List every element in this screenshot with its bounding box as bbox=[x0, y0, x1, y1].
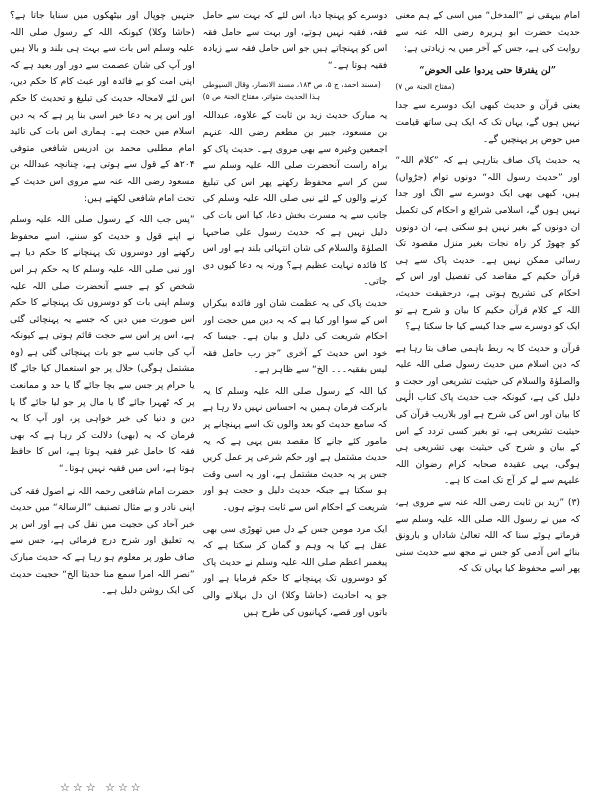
text-column-middle bbox=[203, 8, 388, 784]
arabic-quote: ”لن یفترقا حتی یردوا علی الحوض“ bbox=[419, 64, 557, 76]
text-column-right bbox=[395, 8, 580, 784]
text-column-left bbox=[10, 8, 195, 784]
paragraph: یعنی قرآن و حدیث کبھی ایک دوسرے سے جدا نہیں ہوں گے، یہاں تک کہ ایک ہی ساتھ قیامت میں حوض پر پہنچیں گے۔ bbox=[395, 100, 580, 145]
paragraph: یہ حدیث پاک صاف بتارہی ہے کہ ”کلام اللہ“ اور ”حدیث رسول اللہ“ دونوں توام (جڑواں) ہیں، کبھی بھی ایک دوسرے سے الگ اور جدا نہیں ہوں گے، اسلامی شرائع و احکام کی تکمیل ان دونوں کے بغیر نہیں ہو سکتی ہے، ان دونوں کو چھوڑ کر راہ نجات بغیر منزل مقصود تک رسائی ممکن نہیں ہے۔ حدیث پاک سے ہی قرآن حکیم کے مقاصد کی تفصیل اور اس کے احکام کی تشریح ہوتی ہے، درحقیقت حدیث، اللہ کے کلام قرآن حکیم کا بیان و شرح ہے تو ایک کو دوسرے سے جدا کیسے کیا جا سکتا ہے؟ bbox=[395, 155, 580, 333]
paragraph: حضرت امام شافعی رحمہ اللہ نے اصول فقہ کی اپنی نادر و بے مثال تصنیف ”الرسالۃ“ میں حدیث خبر آحاد کی حجیت میں نقل کی ہے اور اس پر یہ تعلیق اور شرح درج فرمائی ہے، جس سے صاف طور پر معلوم ہو رہا ہے کہ حدیث مبارک ”نصر اللہ امرا سمع منا حدیثا الخ“ حجیت حدیث کی ایک روشن دلیل ہے۔ bbox=[9, 485, 195, 597]
paragraph: حدیث پاک کی یہ عظمت شان اور فائدہ بیکراں اس کے سوا اور کیا ہے کہ یہ دین میں حجت اور احکام شریعت کی دلیل و بیان ہے۔ جیسا کہ خود اس حدیث کے آخری ”جز رب حامل فقہ لیس بفقیہ۔۔۔ الخ“ سے ظاہر ہے۔ bbox=[202, 297, 388, 376]
paragraph: امام بیہقی نے ”المدخل“ میں اسی کے ہم معنی حدیث حضرت ابو ہریرہ رضی اللہ عنہ سے روایت کی ہے، جس کے آخر میں یہ زیادتی ہے: bbox=[395, 10, 580, 55]
paragraph: جنہیں چوپال اور بیٹھکوں میں سنایا جاتا ہے؟ (حاشا وکلا) کیونکہ اللہ کے رسول صلی اللہ علیہ وسلم اس بات سے بہت ہی بلند و بالا ہیں اور آپ کی شان عصمت سے دور اور بعید ہے کہ اپنی امت کو بے فائدہ اور عبث کام کا حکم دیں، اس لئے لامحالہ حدیث کی تبلیغ و تحدیث کا حکم اور اس پر یہ دعا خیر اسی بنا پر ہے کہ یہ دین اسلام میں حجت ہے۔ ہماری اس بات کی تائید امام مطلبی محمد بن ادریس شافعی متوفی ۲۰۴ھ کے قول سے ہوتی ہے، چنانچہ عبداللہ بن مسعود رضی اللہ عنہ سے مروی اس حدیث کے تحت امام شافعی لکھتے ہیں: bbox=[9, 10, 195, 204]
paragraph: دوسرے کو پہنچا دیا، اس لئے کہ بہت سے حامل فقہ، فقیہ نہیں ہوتے، اور بہت سے حامل فقہ اس کو پہنچاتے ہیں جو اس حامل فقہ سے زیادہ فقیہ ہوتا ہے۔“ bbox=[202, 10, 388, 71]
paragraph: (۳) ”زید بن ثابت رضی اللہ عنہ سے مروی ہے، کہ میں نے رسول اللہ صلی اللہ علیہ وسلم سے فرماتے ہوئے سنا کہ اللہ تعالیٰ شاداں و بارونق بنائے اس آدمی کو جس نے مجھ سے حدیث سنی پھر اسے محفوظ کیا یہاں تک کہ bbox=[395, 497, 580, 575]
source-reference: (مفتاح الجنۃ ص ۷) bbox=[395, 82, 455, 92]
paragraph: قرآن و حدیث کا یہ ربط باہمی صاف بتا رہا ہے کہ دین اسلام میں حدیث رسول صلی اللہ علیہ والصلوٰۃ والسلام کی حیثیت تشریعی اور حجت و دلیل کی ہے، کیونکہ جب حدیث پاک کتاب الٰہی کا بیان اور اس کی شرح ہے اور بلاریب قرآن کی حیثیت تشریعی ہے، تو بغیر کسی تردد کے اس کے بیان و شرح کی حیثیت بھی تشریعی ہی ہوگی، یہی عقیدہ صحابہ کرام رضوان اللہ علیہم سے لے کر آج تک امت کا ہے۔ bbox=[395, 342, 580, 487]
quoted-passage: ”پس جب اللہ کے رسول صلی اللہ علیہ وسلم نے اپنے قول و حدیث کو سننے، اسے محفوظ رکھنے اور دوسروں تک پہنچانے کا حکم دیا ہے اور نبی صلی اللہ علیہ وسلم کا یہ حکم ہر اس شخص کو ہے جسے آنحضرت صلی اللہ علیہ وسلم اپنی بات کو دوسروں تک پہنچانے کا حکم اس صورت میں دیں کہ جسے یہ پہنچائی گئی ہے، اس پر اس سے حجت قائم ہوتی ہے کیونکہ آپ کی جانب سے جو بات پہنچائی گئی ہے (وہ مشتمل ہوگی) حلال پر جو استعمال کیا جائے گا یا حرام پر جس سے بچا جائے گا یا حد و ممانعت پر کہ ٹھہرا جائے گا یا مال پر جو لیا جائے گا یا دین و دنیا کی خیر خواہی پر، اور آپ کا یہ فرمان کہ یہ (بھی) دلالت کر رہا ہے کہ بھی فقہ کا حامل غیر فقیہ ہوتا ہے، اس کا حافظ ہوتا ہے، اس میں فقیہ نہیں ہوتا۔“ bbox=[9, 214, 195, 475]
footer-ornament: ☆☆☆ ☆☆☆ bbox=[60, 781, 144, 794]
source-reference: (مسند احمد، ج ۵، ص ۱۸۳، مسند الانصار، وقال السیوطی ہذا الحدیث متواتر، مفتاح الجنۃ ص ۵) bbox=[202, 80, 381, 102]
paragraph: کیا اللہ کے رسول صلی اللہ علیہ وسلم کا یہ بابرکت فرمان ہمیں یہ احساس نہیں دلا رہا ہے کہ سامع حدیث کو بعد والوں تک اسے پہنچانے پر مامور کئے جانے کا مقصد بس یہی ہے کہ یہ حدیث مشتمل ہے اور حکم شرعی پر عمل کریں جس پر یہ حدیث مشتمل ہے، اور یہ اسی وقت ہو سکتا ہے جبکہ حدیث دلیل و حجت ہو اور شریعت کے احکام اس سے ثابت ہوتے ہوں۔ bbox=[202, 385, 388, 514]
paragraph: ایک مرد مومن جس کے دل میں تھوڑی سی بھی عقل ہے کیا یہ وہم و گمان کر سکتا ہے کہ پیغمبر اعظم صلی اللہ علیہ وسلم نے حدیث پاک کو دوسروں تک پہنچانے کا حکم فرمایا ہے اور جو یہ احادیث (حاشا وکلا) ان دل بہلانے والی باتوں اور قصے، کہانیوں کی طرح ہیں bbox=[202, 523, 388, 618]
paragraph: یہ مبارک حدیث زید بن ثابت کے علاوہ، عبداللہ بن مسعود، جبیر بن مطعم رضی اللہ عنہم اجمعین وغیرہ سے بھی مروی ہے۔ حدیث پاک کو براہ راست آنحضرت صلی اللہ علیہ وسلم سے سن کر اسے محفوظ رکھنے پھر اس کی تبلیغ کرنے والوں کے لئے نبی صلی اللہ علیہ وسلم کی جانب سے یہ مسرت بخش دعا، کیا اس بات کی دلیل نہیں ہے کہ حدیث رسول علی صاحبہا الصلوٰۃ والسلام کی شان انتہائی بلند ہے اور اس کا فائدہ نہایت عظیم ہے؟ ورنہ یہ دعا کیوں دی جاتی۔ bbox=[202, 110, 388, 288]
